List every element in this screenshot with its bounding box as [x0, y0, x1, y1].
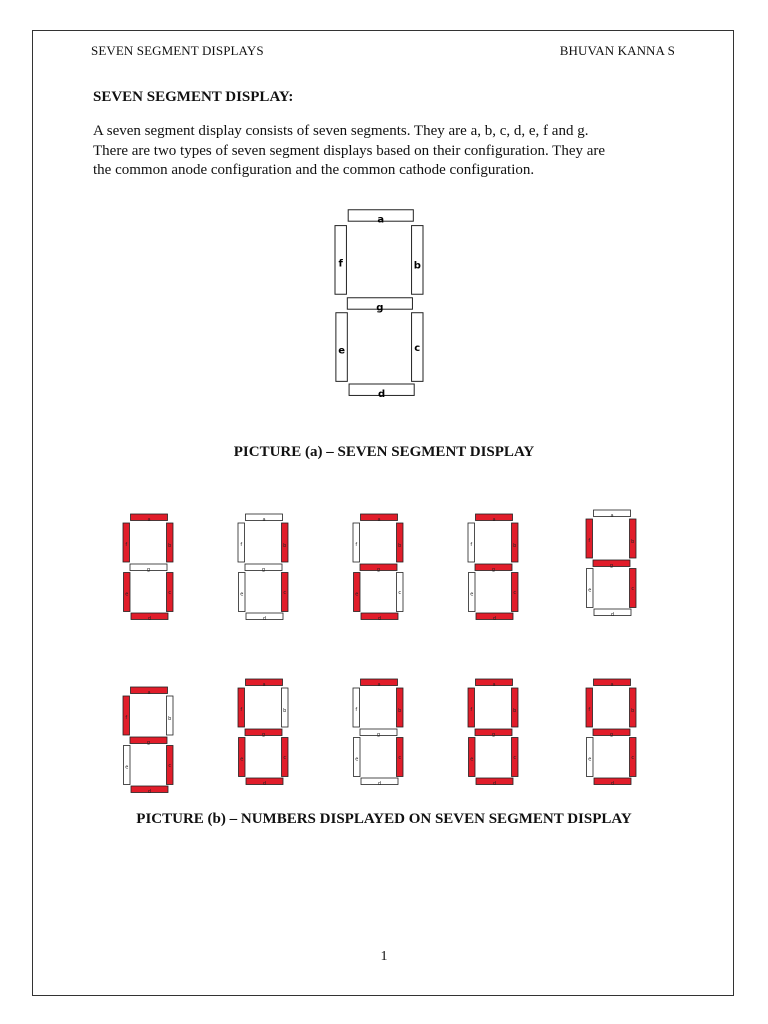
- segment-label-g: g: [609, 732, 614, 738]
- caption-picture-a: PICTURE (a) – SEVEN SEGMENT DISPLAY: [233, 444, 535, 460]
- segment-label-f: f: [125, 715, 128, 721]
- segment-label-f: f: [588, 538, 591, 544]
- segment-label-e: e: [125, 591, 129, 598]
- segment-label-c: c: [398, 755, 402, 761]
- segment-label-c: c: [631, 755, 635, 761]
- segment-label-c: c: [168, 590, 172, 596]
- segment-label-c: c: [283, 755, 287, 761]
- segment-label-c: c: [513, 590, 517, 596]
- segment-label-a: a: [262, 517, 266, 523]
- document-page: [32, 30, 734, 996]
- segment-label-d: d: [492, 781, 497, 787]
- segment-label-a: a: [377, 517, 381, 523]
- segment-label-d: d: [610, 612, 615, 618]
- segment-label-b: b: [631, 708, 635, 714]
- paragraph-line: There are two types of seven segment displays based on their configuration. They are: [93, 142, 606, 159]
- segment-label-f: f: [338, 258, 343, 270]
- digit-display: [121, 511, 187, 623]
- segment-label-e: e: [240, 756, 244, 763]
- segment-label-c: c: [283, 590, 287, 596]
- segment-label-f: f: [470, 542, 473, 548]
- segment-label-b: b: [398, 543, 402, 549]
- segment-label-e: e: [338, 345, 345, 357]
- segment-label-b: b: [631, 539, 635, 545]
- segment-label-a: a: [610, 682, 614, 688]
- segment-label-f: f: [125, 542, 128, 548]
- segment-label-c: c: [631, 586, 635, 592]
- caption-picture-b: PICTURE (b) – NUMBERS DISPLAYED ON SEVEN SEGMENT DISPLAY: [136, 811, 632, 827]
- digit-display: [121, 684, 187, 796]
- segment-label-d: d: [377, 781, 382, 787]
- segment-label-g: g: [376, 302, 384, 314]
- segment-label-d: d: [492, 616, 497, 622]
- paragraph-line: the common anode configuration and the common cathode configuration.: [93, 162, 535, 178]
- digit-display: [236, 676, 302, 788]
- segment-label-g: g: [491, 567, 496, 573]
- segment-label-b: b: [283, 708, 287, 714]
- segment-label-a: a: [492, 682, 496, 688]
- segment-label-f: f: [355, 707, 358, 713]
- page-number: 1: [380, 949, 388, 964]
- digit-display: [466, 511, 532, 623]
- segment-label-f: f: [240, 707, 243, 713]
- segment-label-g: g: [146, 740, 151, 746]
- segment-label-c: c: [414, 343, 421, 355]
- segment-label-e: e: [470, 756, 474, 763]
- intro-paragraph: [93, 122, 693, 181]
- segment-label-g: g: [376, 567, 381, 573]
- section-heading: SEVEN SEGMENT DISPLAY:: [93, 89, 294, 105]
- segment-label-b: b: [413, 260, 421, 272]
- digit-display: [466, 676, 532, 788]
- segment-label-d: d: [147, 616, 152, 622]
- segment-label-b: b: [398, 708, 402, 714]
- segment-label-b: b: [513, 708, 517, 714]
- segment-label-a: a: [377, 682, 381, 688]
- segment-label-a: a: [147, 690, 151, 696]
- segment-label-c: c: [398, 590, 402, 596]
- paragraph-line: A seven segment display consists of seven segments. They are a, b, c, d, e, f and g.: [93, 123, 589, 139]
- segment-label-a: a: [262, 682, 266, 688]
- segment-label-f: f: [355, 542, 358, 548]
- segment-label-a: a: [377, 214, 385, 226]
- segment-label-d: d: [610, 781, 615, 787]
- running-header-author: BHUVAN KANNA S: [559, 43, 675, 58]
- segment-label-a: a: [492, 517, 496, 523]
- segment-label-f: f: [240, 542, 243, 548]
- segment-label-b: b: [168, 716, 172, 722]
- segment-label-b: b: [283, 543, 287, 549]
- segment-label-g: g: [261, 732, 266, 738]
- segment-label-e: e: [470, 591, 474, 598]
- segment-label-e: e: [355, 591, 359, 598]
- segment-label-f: f: [470, 707, 473, 713]
- segment-label-g: g: [146, 567, 151, 573]
- segment-label-d: d: [262, 781, 267, 787]
- segment-label-d: d: [147, 789, 152, 795]
- segment-label-b: b: [168, 543, 172, 549]
- segment-label-c: c: [168, 763, 172, 769]
- segment-label-g: g: [376, 732, 381, 738]
- digit-display: [236, 511, 302, 623]
- segment-label-a: a: [147, 517, 151, 523]
- digit-display: [584, 676, 650, 788]
- running-header-title: SEVEN SEGMENT DISPLAYS: [91, 43, 264, 58]
- segment-label-g: g: [261, 567, 266, 573]
- segment-label-d: d: [378, 388, 386, 400]
- segment-label-g: g: [491, 732, 496, 738]
- segment-label-d: d: [262, 616, 267, 622]
- segment-label-g: g: [609, 563, 614, 569]
- segment-label-f: f: [588, 707, 591, 713]
- segment-label-e: e: [588, 587, 592, 594]
- segment-label-e: e: [240, 591, 244, 598]
- segment-label-c: c: [513, 755, 517, 761]
- segment-label-d: d: [377, 616, 382, 622]
- segment-label-e: e: [355, 756, 359, 763]
- segment-label-e: e: [125, 764, 129, 771]
- digit-display: [351, 676, 417, 788]
- digit-display: [351, 511, 417, 623]
- segment-label-a: a: [610, 513, 614, 519]
- seven-segment-diagram: [333, 206, 443, 426]
- segment-label-b: b: [513, 543, 517, 549]
- segment-label-e: e: [588, 756, 592, 763]
- digit-display: [584, 507, 650, 619]
